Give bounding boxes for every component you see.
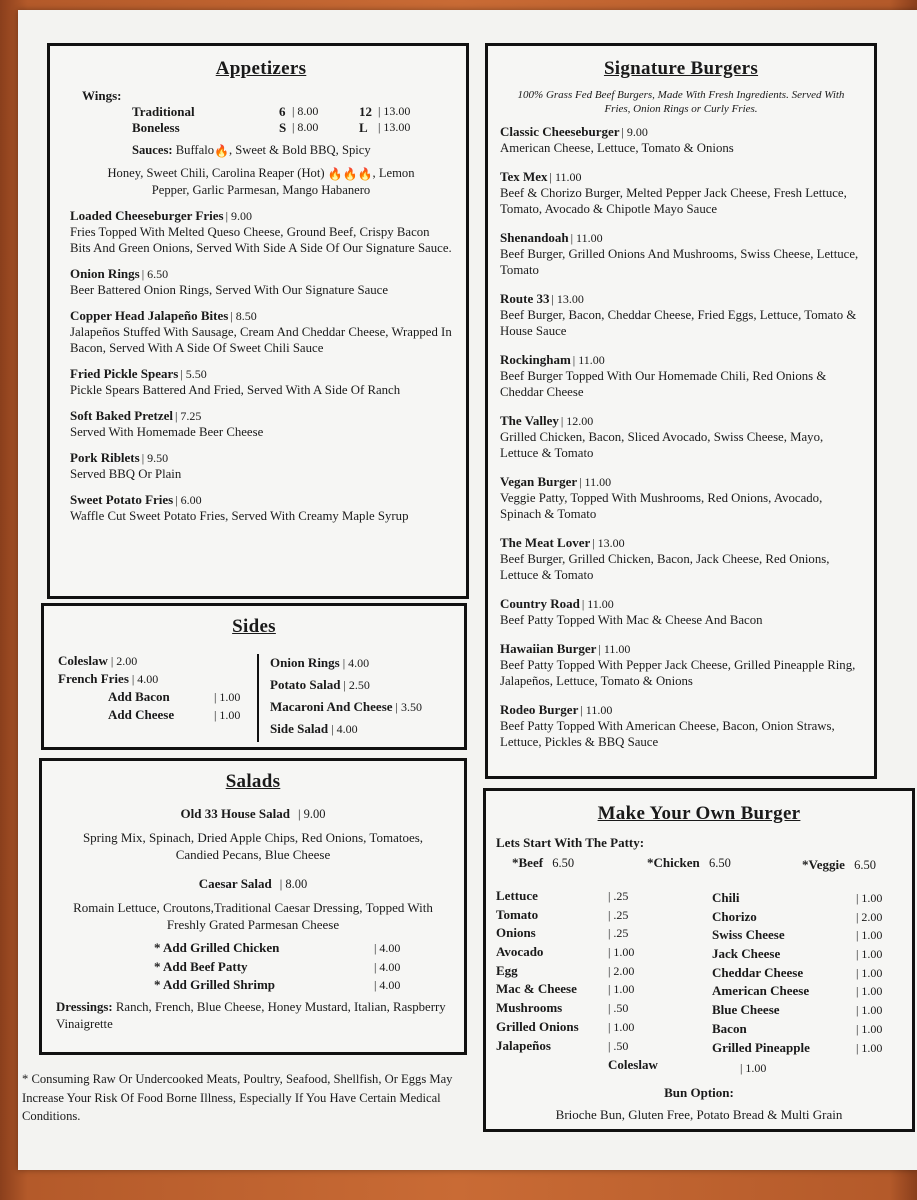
bun-options: Brioche Bun, Gluten Free, Potato Bread & Multi Grain [555, 1107, 843, 1122]
side-name: Coleslaw [58, 653, 108, 668]
topping-name: Avocado [496, 944, 544, 960]
patty-option [802, 857, 876, 873]
wings-large-size: 12 [359, 104, 372, 119]
salad-addon [154, 958, 248, 977]
topping-price: | .25 [608, 907, 629, 922]
side-price: | 4.00 [342, 656, 370, 670]
sauces-block [70, 142, 452, 198]
burger-item [500, 169, 862, 217]
burger-list [500, 124, 862, 750]
topping [496, 962, 696, 981]
item-price: | 11.00 [580, 703, 613, 717]
item-name: Pork Riblets [70, 450, 140, 465]
topping [712, 1020, 912, 1039]
item-name: Route 33 [500, 291, 550, 306]
topping-name: Jack Cheese [712, 946, 781, 962]
topping-name: Grilled Pineapple [712, 1039, 810, 1055]
item-name: Classic Cheeseburger [500, 124, 620, 139]
side-price: | 4.00 [331, 722, 358, 736]
item-name: Tex Mex [500, 169, 548, 184]
appetizers-section [47, 43, 469, 599]
menu-item [70, 366, 452, 398]
side-name: French Fries [58, 671, 129, 686]
disclaimer: * Consuming Raw Or Undercooked Meats, Poultry, Seafood, Shellfish, Or Eggs May Increase Your Risk Of Food Borne Illness, Especially If You Have Certain Medical Conditions. [22, 1072, 453, 1123]
topping-name: Coleslaw [608, 1057, 658, 1072]
item-desc: Beef Burger Topped With Our Homemade Chili, Red Onions & Cheddar Cheese [500, 369, 827, 399]
wings-name: Traditional [132, 104, 195, 119]
flame-icon: 🔥 [342, 167, 358, 181]
sauce-buffalo: Buffalo [175, 143, 214, 157]
topping [496, 887, 696, 906]
topping-price: | .25 [608, 889, 629, 903]
topping-name: Mushrooms [496, 1000, 563, 1016]
item-name: Country Road [500, 596, 580, 611]
sides-section [41, 603, 467, 750]
menu-item [70, 308, 452, 356]
burger-item [500, 702, 862, 750]
item-name: Rodeo Burger [500, 702, 579, 717]
flame-icon: 🔥 [214, 144, 229, 158]
burger-item [500, 641, 862, 689]
side-name: Potato Salad [270, 677, 341, 692]
side-name: Side Salad [270, 721, 329, 736]
topping-price: | 1.00 [856, 1003, 883, 1018]
topping [496, 906, 696, 925]
side-item [270, 652, 422, 674]
item-name: Onion Rings [70, 266, 140, 281]
addon-name: * Add Beef Patty [154, 958, 248, 974]
side-addon [58, 688, 241, 706]
wings-large-price-value: 13.00 [383, 104, 411, 118]
item-desc: Beef Patty Topped With Pepper Jack Cheese, Grilled Pineapple Ring, Jalapeños, Lettuce, Tomato & Onions [500, 658, 856, 688]
item-price: | 12.00 [560, 414, 594, 428]
item-price: | 11.00 [581, 597, 614, 611]
item-desc: Served With Homemade Beer Cheese [70, 425, 264, 439]
topping-price: | .25 [608, 926, 629, 941]
salad-item [56, 875, 450, 933]
salad-desc: Spring Mix, Spinach, Dried Apple Chips, Red Onions, Tomatoes, Candied Pecans, Blue Cheese [82, 830, 424, 862]
item-desc: Beef Burger, Bacon, Cheddar Cheese, Fried Eggs, Lettuce, Tomato & House Sauce [500, 308, 857, 338]
addon-name: * Add Grilled Shrimp [154, 977, 275, 992]
menu-item [70, 492, 452, 524]
bun-label: Bun Option: [664, 1085, 734, 1100]
sauces-line-2b: , Lemon [372, 166, 415, 180]
topping-name: Blue Cheese [712, 1002, 780, 1018]
item-price: | 5.50 [180, 367, 207, 381]
item-desc: Waffle Cut Sweet Potato Fries, Served With Creamy Maple Syrup [70, 509, 409, 523]
myob-title: Make Your Own Burger [597, 803, 801, 824]
wings-large-price: | 13.00 [378, 104, 411, 118]
item-name: Shenandoah [500, 230, 569, 245]
menu-item [70, 408, 452, 440]
salad-addons [56, 939, 450, 995]
item-price: | 7.25 [175, 409, 202, 423]
topping-name: Mac & Cheese [496, 981, 577, 997]
item-name: Soft Baked Pretzel [70, 408, 174, 423]
menu-item [70, 208, 452, 256]
item-desc: American Cheese, Lettuce, Tomato & Onions [500, 141, 734, 155]
item-desc: Beef & Chorizo Burger, Melted Pepper Jack Cheese, Fresh Lettuce, Tomato, Avocado & Chipotle Mayo Sauce [500, 186, 847, 216]
signature-title: Signature Burgers [603, 58, 759, 79]
topping [496, 1018, 696, 1037]
topping-price: | 1.00 [856, 965, 883, 980]
sauces-line-2 [70, 165, 452, 182]
sauces-line-3: Pepper, Garlic Parmesan, Mango Habanero [151, 183, 371, 197]
topping [712, 1039, 912, 1058]
toppings-left [496, 887, 696, 1055]
make-your-own-section [483, 788, 915, 1132]
toppings-right [712, 889, 912, 1057]
item-name: The Valley [500, 413, 559, 428]
flame-icon: 🔥 [327, 167, 343, 181]
item-desc: Pickle Spears Battered And Fried, Served With A Side Of Ranch [70, 383, 401, 397]
item-price: | 13.00 [551, 292, 584, 306]
burger-item [500, 535, 862, 583]
topping [712, 982, 912, 1001]
side-price: | 3.50 [395, 700, 422, 714]
wings-small-price-value: 8.00 [297, 120, 319, 134]
item-desc: Veggie Patty, Topped With Mushrooms, Red Onions, Avocado, Spinach & Tomato [500, 491, 823, 521]
item-desc: Fries Topped With Melted Queso Cheese, Ground Beef, Crispy Bacon Bits And Green Onions, Served With Side A Side Of Our Signature Sauce. [70, 225, 452, 255]
topping-coleslaw [608, 1057, 658, 1073]
topping-price: | .50 [608, 1038, 629, 1053]
wings-name: Boneless [132, 120, 180, 135]
topping [712, 964, 912, 983]
salad-addon [154, 939, 279, 958]
wings-label: Wings: [82, 88, 122, 103]
topping-price: | 1.00 [856, 891, 883, 905]
sauces-line-1b: , Sweet & Bold BBQ, Spicy [228, 143, 371, 157]
side-item [58, 652, 158, 670]
topping-price: | 1.00 [608, 945, 635, 960]
addon-name: Add Bacon [108, 689, 170, 704]
side-item [58, 670, 158, 688]
topping-price: | 1.00 [608, 1019, 635, 1034]
salads-title: Salads [225, 771, 281, 792]
wings-small-price: | 8.00 [292, 104, 319, 118]
topping-name: American Cheese [712, 983, 810, 999]
item-price: | 11.00 [598, 642, 631, 656]
item-desc: Beef Burger, Grilled Chicken, Bacon, Jack Cheese, Red Onions, Lettuce & Tomato [500, 552, 830, 582]
patty-price: 6.50 [552, 856, 575, 870]
wings-small-size: S [279, 120, 287, 135]
topping-price: | 1.00 [856, 928, 883, 943]
sauces-line-2a: Honey, Sweet Chili, Carolina Reaper (Hot) [107, 166, 325, 180]
salad-name: Caesar Salad [198, 876, 272, 891]
item-desc: Beer Battered Onion Rings, Served With Our Signature Sauce [70, 283, 389, 297]
item-price: | 6.50 [141, 267, 169, 281]
item-desc: Beef Burger, Grilled Onions And Mushrooms, Swiss Cheese, Lettuce, Tomato [500, 247, 859, 277]
wings-block [70, 88, 452, 140]
item-price: | 9.50 [141, 451, 169, 465]
flame-icon: 🔥 [357, 167, 373, 181]
side-item [270, 696, 422, 718]
topping-name: Jalapeños [496, 1037, 551, 1053]
item-name: The Meat Lover [500, 535, 591, 550]
item-desc: Served BBQ Or Plain [70, 467, 182, 481]
topping [496, 1037, 696, 1056]
patty-price: 6.50 [708, 856, 731, 870]
sauces-label: Sauces: [132, 143, 173, 157]
salad-addon [154, 976, 275, 995]
salad-addon-price: | 4.00 [374, 959, 401, 974]
topping [712, 1001, 912, 1020]
burger-item [500, 230, 862, 278]
sauces-line-1 [70, 142, 452, 159]
salad-addon-price: | 4.00 [374, 941, 401, 955]
topping-name: Chili [712, 890, 740, 905]
item-name: Loaded Cheeseburger Fries [70, 208, 224, 223]
wings-large-price: | 13.00 [378, 120, 411, 134]
topping-price: | 1.00 [856, 984, 883, 999]
burger-item [500, 352, 862, 400]
topping-price: | 1.00 [856, 1021, 883, 1036]
wings-small-price: | 8.00 [292, 120, 319, 134]
menu-item [70, 266, 452, 298]
signature-burgers-section [485, 43, 877, 779]
item-name: Copper Head Jalapeño Bites [70, 308, 229, 323]
burger-item [500, 474, 862, 522]
item-price: | 11.00 [579, 475, 612, 489]
signature-subtitle: 100% Grass Fed Beef Burgers, Made With Fresh Ingredients. Served With Fries, Onion Rings or Curly Fries. [517, 89, 845, 115]
topping-price: | 1.00 [608, 982, 635, 997]
dressings [56, 999, 450, 1033]
item-name: Fried Pickle Spears [70, 366, 179, 381]
dressings-list: Ranch, French, Blue Cheese, Honey Mustard, Italian, Raspberry Vinaigrette [56, 1000, 446, 1031]
side-name: Onion Rings [270, 655, 340, 670]
wings-small-size: 6 [279, 104, 286, 119]
topping-name: Swiss Cheese [712, 927, 785, 943]
patty-option [512, 855, 574, 871]
topping-price: | .50 [608, 1001, 629, 1016]
topping-name: Egg [496, 962, 518, 978]
topping-price: | 1.00 [856, 1040, 883, 1055]
salad-price: | 9.00 [297, 807, 326, 821]
item-price: | 9.00 [225, 209, 252, 223]
salad-price: | 8.00 [279, 877, 308, 891]
side-item [270, 674, 422, 696]
side-addon [58, 706, 241, 724]
item-price: | 11.00 [549, 170, 582, 184]
item-price: | 6.00 [175, 493, 202, 507]
salad-addon-price: | 4.00 [374, 978, 401, 992]
topping-name: Onions [496, 925, 536, 941]
addon-name: Add Cheese [108, 707, 175, 722]
item-price: | 11.00 [572, 353, 605, 367]
burger-item [500, 596, 862, 628]
topping-price: | 2.00 [608, 963, 635, 978]
item-desc: Beef Patty Topped With American Cheese, Bacon, Onion Straws, Lettuce, Pickles & BBQ Sauce [500, 719, 835, 749]
item-name: Rockingham [500, 352, 571, 367]
menu-item [70, 450, 452, 482]
wings-large-size: L [359, 120, 368, 135]
topping [712, 908, 912, 927]
item-desc: Jalapeños Stuffed With Sausage, Cream And Cheddar Cheese, Wrapped In Bacon, Served With A Side Of Sweet Chili Sauce [70, 325, 452, 355]
item-price: | 9.00 [621, 125, 648, 139]
topping-price: | 1.00 [856, 947, 883, 962]
sides-left [58, 652, 241, 724]
topping [496, 999, 696, 1018]
topping [712, 889, 912, 908]
salad-name: Old 33 House Salad [180, 806, 290, 821]
appetizer-list [70, 208, 452, 524]
topping-name: Tomato [496, 906, 539, 922]
patty-name: *Beef [512, 855, 544, 870]
wings-large-price-value: 13.00 [383, 120, 411, 134]
patty-label: Lets Start With The Patty: [496, 835, 645, 850]
patty-price: 6.50 [854, 858, 876, 872]
appetizers-title: Appetizers [215, 58, 307, 79]
item-price: | 11.00 [570, 231, 603, 245]
topping [496, 924, 696, 943]
topping-name: Lettuce [496, 888, 538, 903]
side-name: Macaroni And Cheese [270, 699, 393, 714]
item-name: Sweet Potato Fries [70, 492, 174, 507]
topping-coleslaw-price: | 1.00 [740, 1061, 767, 1075]
salad-desc: Romain Lettuce, Croutons,Traditional Caesar Dressing, Topped With Freshly Grated Parmesan Cheese [73, 900, 433, 932]
item-price: | 8.50 [230, 309, 257, 323]
salad-item [56, 805, 450, 863]
wings-small-price-value: 8.00 [297, 104, 319, 118]
patty-name: *Chicken [647, 855, 700, 870]
topping [712, 926, 912, 945]
sides-divider [257, 654, 259, 742]
topping-name: Chorizo [712, 908, 757, 924]
sides-right [270, 652, 422, 740]
burger-item [500, 291, 862, 339]
topping-price: | 2.00 [856, 909, 883, 924]
item-name: Hawaiian Burger [500, 641, 597, 656]
burger-item [500, 124, 862, 156]
topping [496, 943, 696, 962]
patty-option [647, 855, 731, 871]
side-price: | 2.00 [110, 654, 138, 668]
patty-name: *Veggie [802, 857, 845, 872]
salads-section [39, 758, 467, 1055]
burger-item [500, 413, 862, 461]
sides-title: Sides [232, 616, 276, 637]
side-price: | 4.00 [131, 672, 159, 686]
item-desc: Grilled Chicken, Bacon, Sliced Avocado, Swiss Cheese, Mayo, Lettuce & Tomato [500, 430, 824, 460]
topping [496, 980, 696, 999]
topping [712, 945, 912, 964]
addon-name: * Add Grilled Chicken [154, 940, 280, 955]
addon-price: | 1.00 [214, 708, 241, 722]
addon-price: | 1.00 [214, 690, 241, 704]
item-desc: Beef Patty Topped With Mac & Cheese And Bacon [500, 613, 763, 627]
topping-name: Grilled Onions [496, 1018, 579, 1034]
dressings-label: Dressings: [56, 1000, 113, 1014]
item-name: Vegan Burger [500, 474, 578, 489]
side-item [270, 718, 422, 740]
item-price: | 13.00 [592, 536, 625, 550]
side-price: | 2.50 [343, 678, 370, 692]
topping-name: Bacon [712, 1020, 747, 1036]
topping-name: Cheddar Cheese [712, 964, 804, 980]
